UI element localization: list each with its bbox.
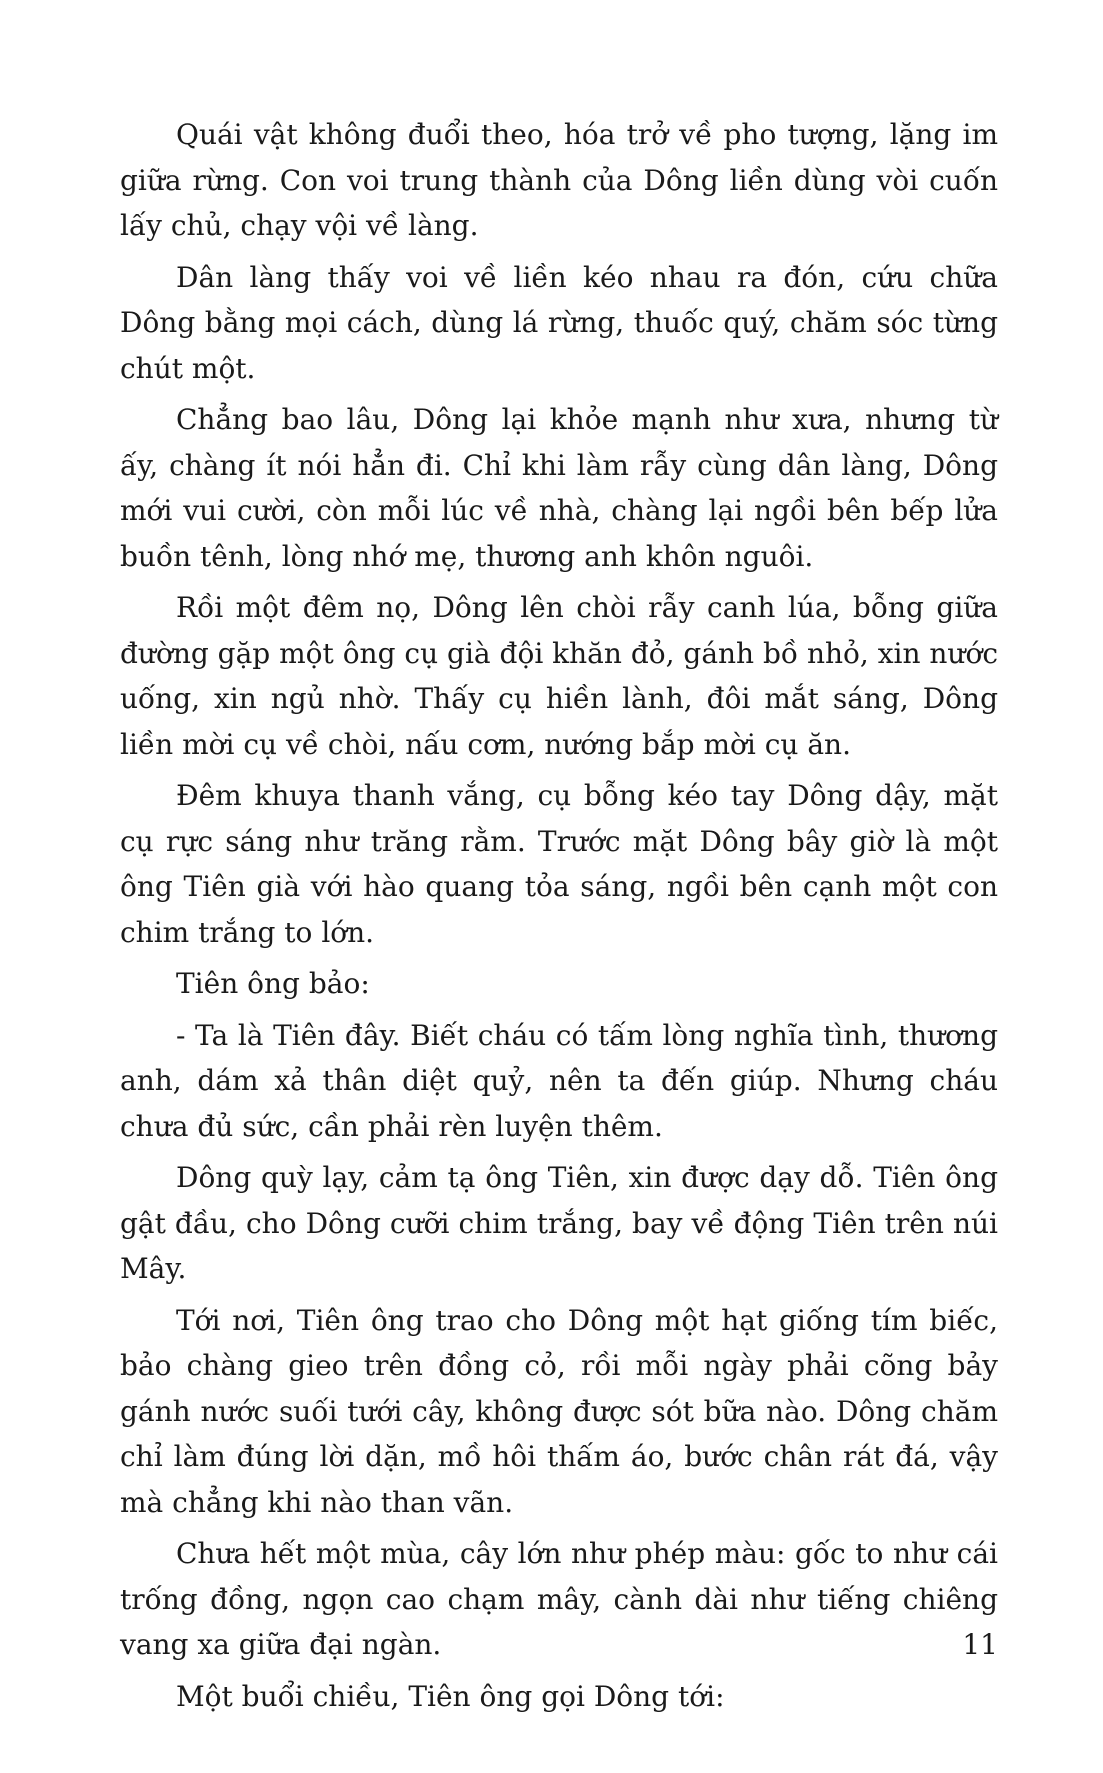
paragraph-8: Dông quỳ lạy, cảm tạ ông Tiên, xin được dạy dỗ. Tiên ông gật đầu, cho Dông cưỡi chim trắng, bay về động Tiên trên núi Mây. xyxy=(120,1161,998,1285)
paragraph-2: Dân làng thấy voi về liền kéo nhau ra đón, cứu chữa Dông bằng mọi cách, dùng lá rừng, thuốc quý, chăm sóc từng chút một. xyxy=(120,260,998,385)
paragraph-3: Chẳng bao lâu, Dông lại khỏe mạnh như xưa, nhưng từ ấy, chàng ít nói hẳn đi. Chỉ khi làm rẫy cùng dân làng, Dông mới vui cười, còn mỗi lúc về nhà, chàng lại ngồi bên bếp lửa buồn tênh, lòng nhớ mẹ, thương anh khôn nguôi. xyxy=(120,403,998,573)
paragraph-7: - Ta là Tiên đây. Biết cháu có tấm lòng nghĩa tình, thương anh, dám xả thân diệt quỷ, nên ta đến giúp. Nhưng cháu chưa đủ sức, cần phải rèn luyện thêm. xyxy=(120,1018,998,1143)
paragraph-10: Chưa hết một mùa, cây lớn như phép màu: gốc to như cái trống đồng, ngọn cao chạm mây, cành dài như tiếng chiêng vang xa giữa đại ngàn. xyxy=(120,1537,998,1661)
page-body xyxy=(120,112,998,1725)
paragraph-11: Một buổi chiều, Tiên ông gọi Dông tới: xyxy=(176,1679,725,1713)
paragraph-6: Tiên ông bảo: xyxy=(176,967,370,1000)
paragraph-9: Tới nơi, Tiên ông trao cho Dông một hạt giống tím biếc, bảo chàng gieo trên đồng cỏ, rồi mỗi ngày phải cõng bảy gánh nước suối tưới cây, không được sót bữa nào. Dông chăm chỉ làm đúng lời dặn, mồ hôi thấm áo, bước chân rát đá, vậy mà chẳng khi nào than vãn. xyxy=(120,1303,998,1519)
paragraph-5: Đêm khuya thanh vắng, cụ bỗng kéo tay Dông dậy, mặt cụ rực sáng như trăng rằm. Trước mặt Dông bây giờ là một ông Tiên già với hào quang tỏa sáng, ngồi bên cạnh một con chim trắng to lớn. xyxy=(120,779,998,949)
paragraph-4: Rồi một đêm nọ, Dông lên chòi rẫy canh lúa, bỗng giữa đường gặp một ông cụ già đội khăn đỏ, gánh bồ nhỏ, xin nước uống, xin ngủ nhờ. Thấy cụ hiền lành, đôi mắt sáng, Dông liền mời cụ về chòi, nấu cơm, nướng bắp mời cụ ăn. xyxy=(120,591,998,761)
page-number: 11 xyxy=(962,1628,998,1661)
paragraph-1: Quái vật không đuổi theo, hóa trở về pho tượng, lặng im giữa rừng. Con voi trung thành của Dông liền dùng vòi cuốn lấy chủ, chạy vội về làng. xyxy=(120,118,998,242)
